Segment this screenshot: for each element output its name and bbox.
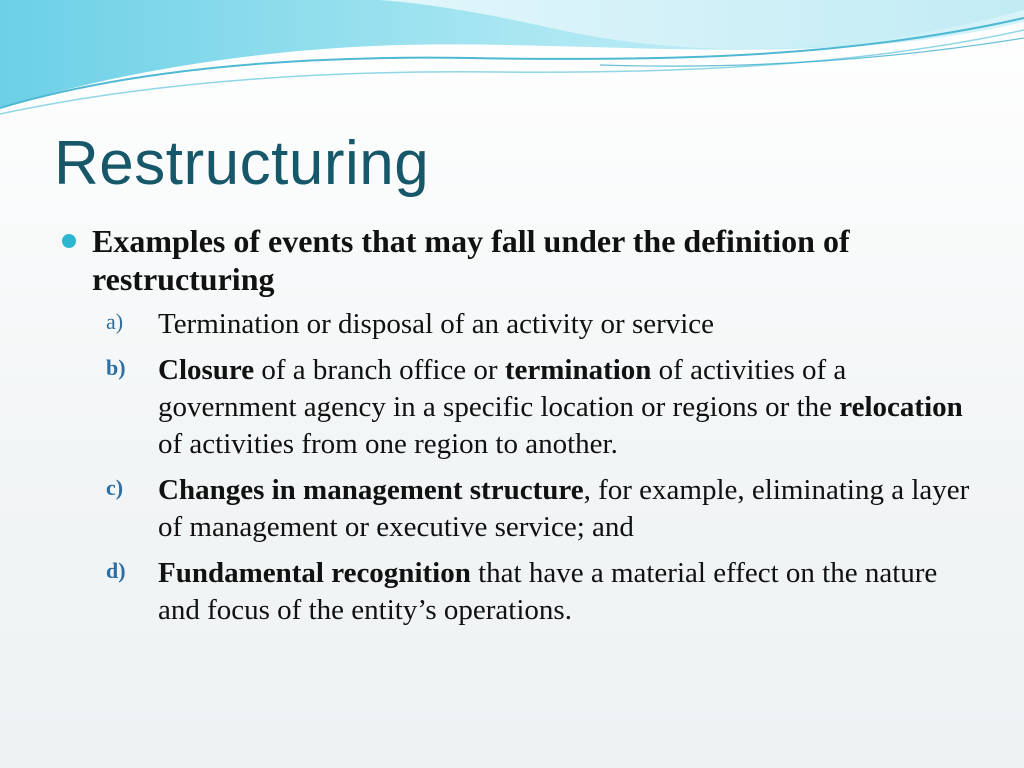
body-text: of activities from one region to another. <box>158 428 618 460</box>
list-item-text <box>158 306 982 343</box>
list-marker: c) <box>106 475 124 500</box>
body-text: that have a material effect on the nature and focus of the entity’s operations. <box>158 557 938 626</box>
list-item-text <box>158 472 982 546</box>
list-marker: d) <box>106 558 126 583</box>
emphasis-text: termination <box>504 354 652 386</box>
body-text: of a branch office or <box>254 354 505 386</box>
list-item-text <box>158 352 982 463</box>
list-marker: b) <box>106 355 126 380</box>
slide-content <box>62 222 982 638</box>
emphasis-text: Closure <box>158 354 255 386</box>
list-item-text <box>158 555 982 629</box>
list-item <box>106 352 982 463</box>
list-marker: a) <box>106 309 124 334</box>
main-bullet-text: Examples of events that may fall under the definition of restructuring <box>92 223 850 297</box>
sub-list <box>62 306 982 629</box>
emphasis-text: Changes in management structure <box>158 474 584 506</box>
body-text: Termination or disposal of an activity or service <box>158 308 715 340</box>
body-text: of activities of a government agency in a specific location or regions or the <box>158 354 847 423</box>
emphasis-text: relocation <box>839 391 963 423</box>
list-item <box>106 472 982 546</box>
body-text: , for example, eliminating a layer of management or executive service; and <box>158 474 970 543</box>
main-bullet <box>62 222 982 298</box>
list-item <box>106 555 982 629</box>
emphasis-text: Fundamental recognition <box>158 557 471 589</box>
list-item <box>106 306 982 343</box>
bullet-dot-icon <box>62 234 76 248</box>
header-wave-decoration <box>0 0 1024 130</box>
slide-title: Restructuring <box>54 129 430 198</box>
